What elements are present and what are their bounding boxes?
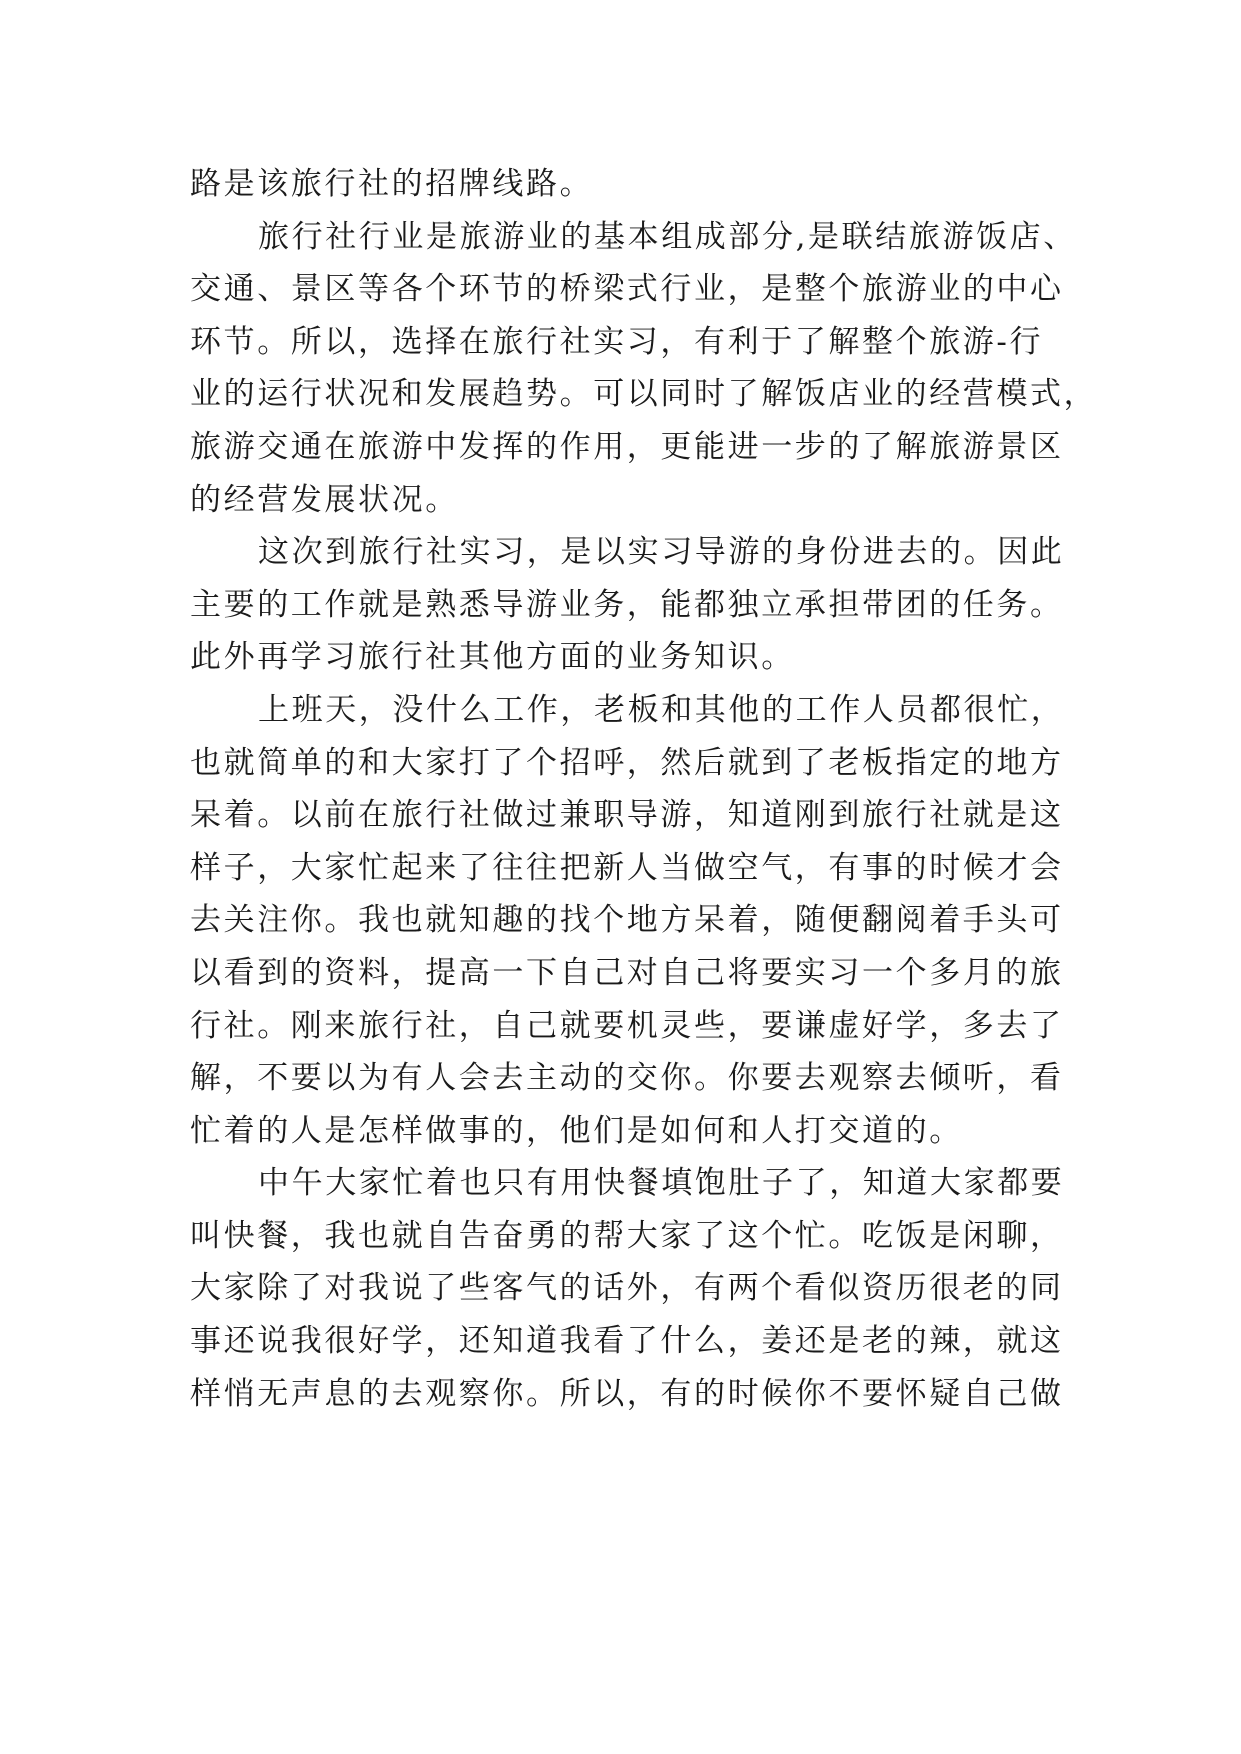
- text-line: 这次到旅行社实习，是以实习导游的身份进去的。因此: [258, 534, 1065, 571]
- text-line: 此外再学习旅行社其他方面的业务知识。: [190, 639, 795, 676]
- body-text: [190, 158, 1098, 1420]
- text-line: 叫快餐，我也就自告奋勇的帮大家了这个忙。吃饭是闲聊，: [190, 1217, 1064, 1254]
- text-line: 上班天，没什么工作，老板和其他的工作人员都很忙，: [258, 691, 1065, 728]
- text-line: 交通、景区等各个环节的桥梁式行业，是整个旅游业的中心: [190, 271, 1064, 308]
- text-line: 大家除了对我说了些客气的话外，有两个看似资历很老的同: [190, 1270, 1064, 1307]
- text-line: 忙着的人是怎样做事的，他们是如何和人打交道的。: [190, 1112, 963, 1149]
- text-line: 旅游交通在旅游中发挥的作用，更能进一步的了解旅游景区: [190, 428, 1064, 465]
- text-line: 主要的工作就是熟悉导游业务，能都独立承担带团的任务。: [190, 586, 1064, 623]
- text-line: 的经营发展状况。: [190, 481, 459, 518]
- text-line: 行社。刚来旅行社，自己就要机灵些，要谦虚好学，多去了: [190, 1007, 1064, 1044]
- text-line: 样子，大家忙起来了往往把新人当做空气，有事的时候才会: [190, 849, 1064, 886]
- text-line: 旅行社行业是旅游业的基本组成部分,是联结旅游饭店、: [258, 218, 1077, 255]
- text-line: 环节。所以，选择在旅行社实习，有利于了解整个旅游-行: [190, 323, 1044, 360]
- text-line: 也就简单的和大家打了个招呼，然后就到了老板指定的地方: [190, 744, 1064, 781]
- text-line: 中午大家忙着也只有用快餐填饱肚子了，知道大家都要: [258, 1165, 1065, 1202]
- text-line: 业的运行状况和发展趋势。可以同时了解饭店业的经营模式，: [190, 376, 1098, 413]
- text-line: 样悄无声息的去观察你。所以，有的时候你不要怀疑自己做: [190, 1375, 1064, 1412]
- text-line: 呆着。以前在旅行社做过兼职导游，知道刚到旅行社就是这: [190, 797, 1064, 834]
- text-line: 以看到的资料，提高一下自己对自己将要实习一个多月的旅: [190, 954, 1064, 991]
- text-line: 路是该旅行社的招牌线路。: [190, 166, 594, 202]
- text-line: 去关注你。我也就知趣的找个地方呆着，随便翻阅着手头可: [190, 902, 1064, 939]
- text-line: 事还说我很好学，还知道我看了什么，姜还是老的辣，就这: [190, 1323, 1064, 1360]
- text-line: 解，不要以为有人会去主动的交你。你要去观察去倾听，看: [190, 1060, 1064, 1097]
